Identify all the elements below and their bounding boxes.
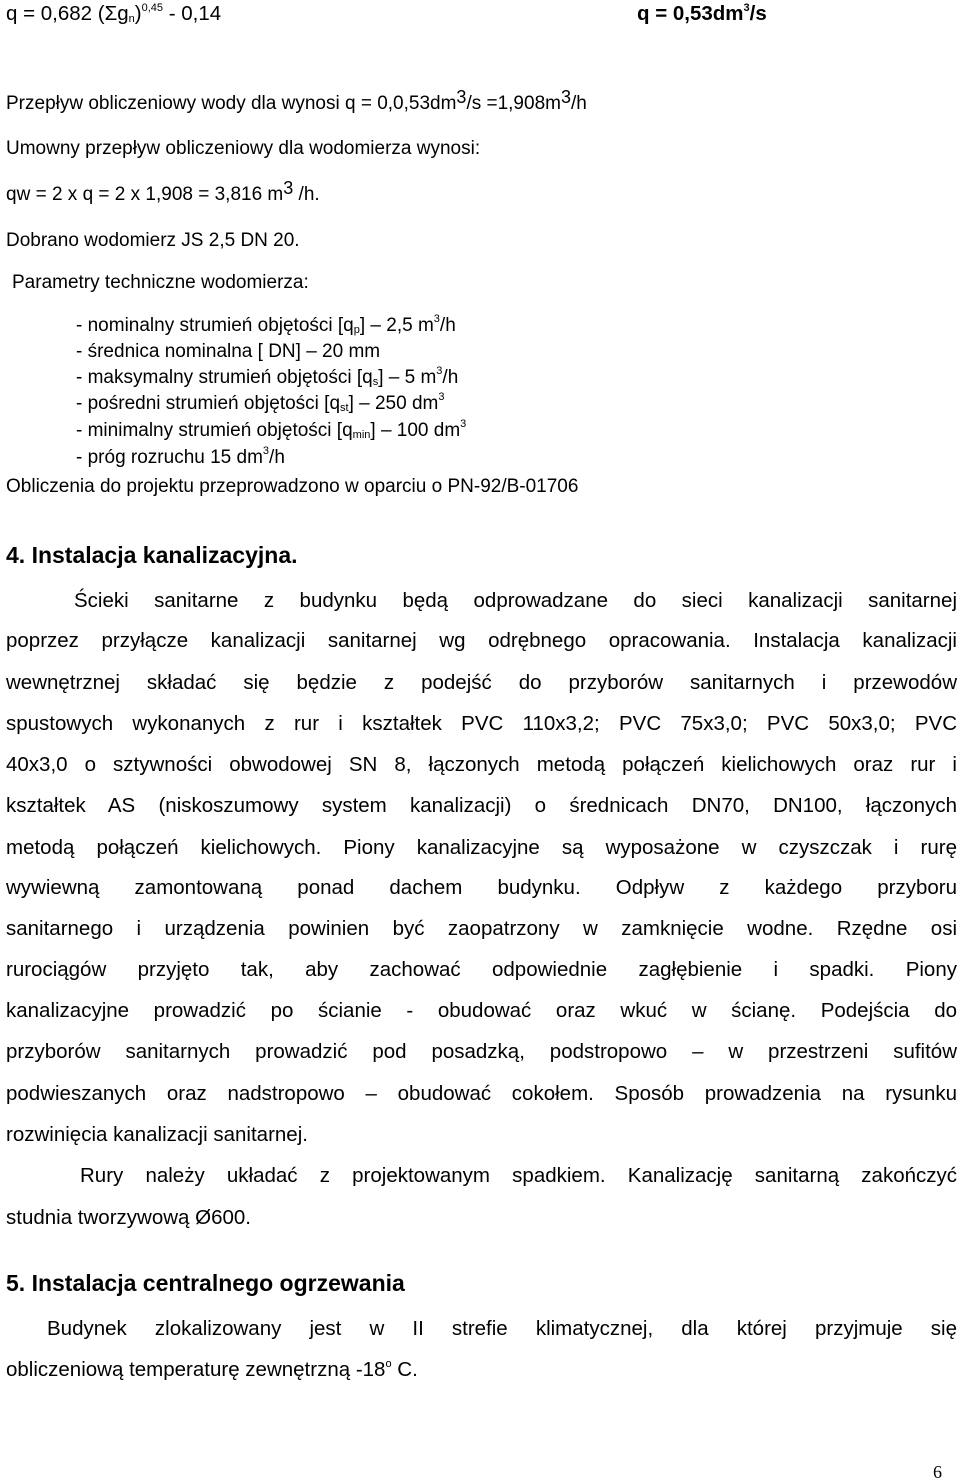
page-number: 6 (933, 1462, 942, 1482)
params-title: Parametry techniczne wodomierza: (12, 272, 309, 293)
flow-line-1: Przepływ obliczeniowy wody dla wynosi $q = 0,0,53dm^3/s =1,908m^3/h$ (6, 87, 587, 114)
section-5-line: Budynek zlokalizowany jest w II strefie klimatycznej, dla której przyjmuje się (47, 1317, 957, 1340)
flow-line-4: Dobrano wodomierz JS 2,5 DN 20. (6, 230, 300, 251)
section-4-line: Ścieki sanitarne z budynku będą odprowadzane do sieci kanalizacji sanitarnej (74, 589, 957, 612)
param-item: - pośredni strumień objętości $[q_{st}] - 250$ $dm^3$ (76, 391, 445, 414)
section-4-line: wywiewną zamontowaną ponad dachem budynku. Odpływ z każdego przyboru (6, 876, 957, 899)
section-5-line: obliczeniową temperaturę zewnętrzną -18$^o$ C. (6, 1358, 418, 1381)
section-4-heading: 4. Instalacja kanalizacyjna. (6, 542, 298, 568)
params-note: Obliczenia do projektu przeprowadzono w oparciu o PN-92/B-01706 (6, 476, 579, 497)
section-4-line: kanalizacyjne prowadzić po ścianie - obudować oraz wkuć w ścianę. Podejścia do (6, 999, 957, 1022)
flow-line-3: qw = 2 x q = 2 x 1,908 = 3,816 $m^3$ /h. (6, 178, 320, 205)
section-4-line: kształtek AS (niskoszumowy system kanalizacji) o średnicach DN70, DN100, łączonych (6, 794, 957, 817)
param-item: - maksymalny strumień objętości $[q_s] - 5$ $m^3/h$ (76, 365, 459, 388)
formula-left: q = 0,682 $(\Sigma g_n)^{0,45} - 0,14$ (6, 2, 222, 25)
formula-right: $q = 0,53dm^3/s$ (637, 2, 767, 25)
param-item: - nominalny strumień objętości $[q_p] - 2,5$ $m^3/h$ (76, 313, 456, 336)
param-item: - próg rozruchu 15 $dm^3/h$ (76, 445, 285, 468)
section-4-line: podwieszanych oraz nadstropowo – obudować cokołem. Sposób prowadzenia na rysunku (6, 1082, 957, 1105)
section-4-line: rurociągów przyjęto tak, aby zachować odpowiednie zagłębienie i spadki. Piony (6, 958, 957, 981)
param-item: - średnica nominalna [ DN] – 20 mm (76, 341, 381, 362)
param-item: - minimalny strumień objętości $[q_{min}] - 100$ $dm^3$ (76, 418, 467, 441)
section-4-line: poprzez przyłącze kanalizacji sanitarnej wg odrębnego opracowania. Instalacja kanalizacji (6, 629, 957, 652)
section-4-line: wewnętrznej składać się będzie z podejść do przyborów sanitarnych i przewodów (6, 671, 957, 694)
section-4-para2-line: studnia tworzywową Ø600. (6, 1206, 251, 1229)
section-4-line: spustowych wykonanych z rur i kształtek PVC 110x3,2; PVC 75x3,0; PVC 50x3,0; PVC (6, 712, 957, 735)
section-4-line: metodą połączeń kielichowych. Piony kanalizacyjne są wyposażone w czyszczak i rurę (6, 836, 957, 859)
section-4-line: sanitarnego i urządzenia powinien być zaopatrzony w zamknięcie wodne. Rzędne osi (6, 917, 957, 940)
section-4-line: 40x3,0 o sztywności obwodowej SN 8, łączonych metodą połączeń kielichowych oraz rur i (6, 753, 957, 776)
section-4-line: przyborów sanitarnych prowadzić pod posadzką, podstropowo – w przestrzeni sufitów (6, 1040, 957, 1063)
flow-line-2: Umowny przepływ obliczeniowy dla wodomierza wynosi: (6, 138, 481, 159)
section-4-line: rozwinięcia kanalizacji sanitarnej. (6, 1123, 308, 1146)
section-5-heading: 5. Instalacja centralnego ogrzewania (6, 1270, 405, 1296)
section-4-para2-line: Rury należy układać z projektowanym spadkiem. Kanalizację sanitarną zakończyć (80, 1164, 957, 1187)
